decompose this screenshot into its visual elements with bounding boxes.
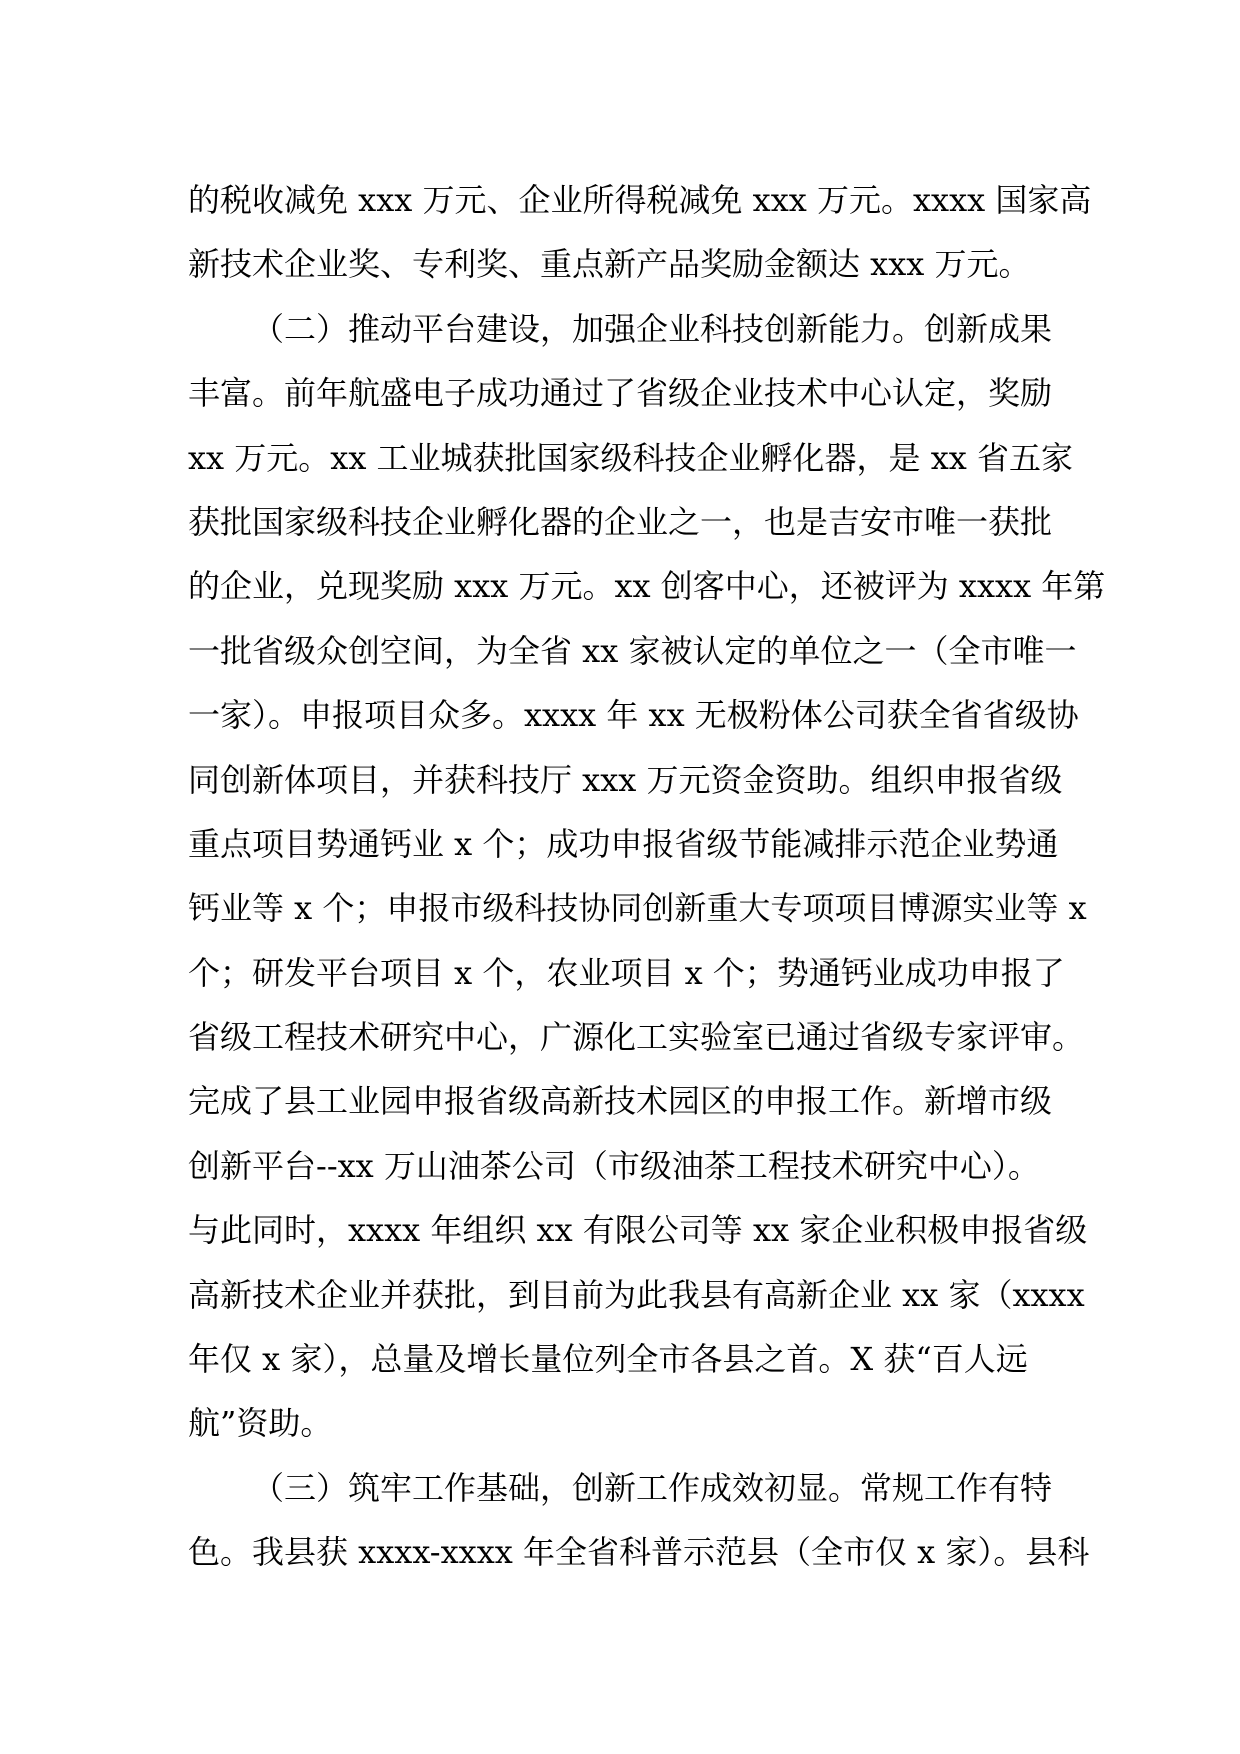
text-line: 新技术企业奖、专利奖、重点新产品奖励金额达 xxx 万元。 — [188, 245, 1031, 284]
text-line: 完成了县工业园申报省级高新技术园区的申报工作。新增市级 — [188, 1082, 1053, 1121]
text-line: 钙业等 x 个；申报市级科技协同创新重大专项项目博源实业等 x — [188, 889, 1087, 928]
text-line: 高新技术企业并获批，到目前为此我县有高新企业 xx 家（xxxx — [188, 1275, 1085, 1314]
text-line: 的税收减免 xxx 万元、企业所得税减免 xxx 万元。xxxx 国家高 — [188, 181, 1092, 219]
section-heading-line: （三）筑牢工作基础，创新工作成效初显。常规工作有特 — [252, 1468, 1053, 1507]
text-line: 的企业，兑现奖励 xxx 万元。xx 创客中心，还被评为 xxxx 年第 — [188, 567, 1106, 606]
text-line: 丰富。前年航盛电子成功通过了省级企业技术中心认定，奖励 — [188, 374, 1053, 413]
text-line: 航”资助。 — [188, 1404, 333, 1443]
text-line: 个；研发平台项目 x 个，农业项目 x 个；势通钙业成功申报了 — [188, 953, 1065, 992]
document-body — [188, 168, 1106, 1585]
text-line: 创新平台--xx 万山油茶公司（市级油茶工程技术研究中心）。 — [188, 1146, 1040, 1185]
text-line: 色。我县获 xxxx-xxxx 年全省科普示范县（全市仅 x 家）。县科 — [188, 1533, 1090, 1572]
text-line: xx 万元。xx 工业城获批国家级科技企业孵化器，是 xx 省五家 — [188, 438, 1073, 477]
text-line: 获批国家级科技企业孵化器的企业之一，也是吉安市唯一获批 — [188, 502, 1053, 541]
text-line: 年仅 x 家），总量及增长量位列全市各县之首。X 获“百人远 — [188, 1340, 1028, 1379]
text-line: 同创新体项目，并获科技厅 xxx 万元资金资助。组织申报省级 — [188, 760, 1063, 799]
text-line: 一家）。申报项目众多。xxxx 年 xx 无极粉体公司获全省省级协 — [188, 696, 1079, 735]
section-heading-line: （二）推动平台建设，加强企业科技创新能力。创新成果 — [252, 309, 1053, 348]
text-line: 一批省级众创空间，为全省 xx 家被认定的单位之一（全市唯一 — [188, 631, 1077, 670]
text-line: 重点项目势通钙业 x 个；成功申报省级节能减排示范企业势通 — [188, 824, 1059, 863]
text-line: 与此同时，xxxx 年组织 xx 有限公司等 xx 家企业积极申报省级 — [188, 1211, 1088, 1250]
text-line: 省级工程技术研究中心，广源化工实验室已通过省级专家评审。 — [188, 1018, 1085, 1057]
